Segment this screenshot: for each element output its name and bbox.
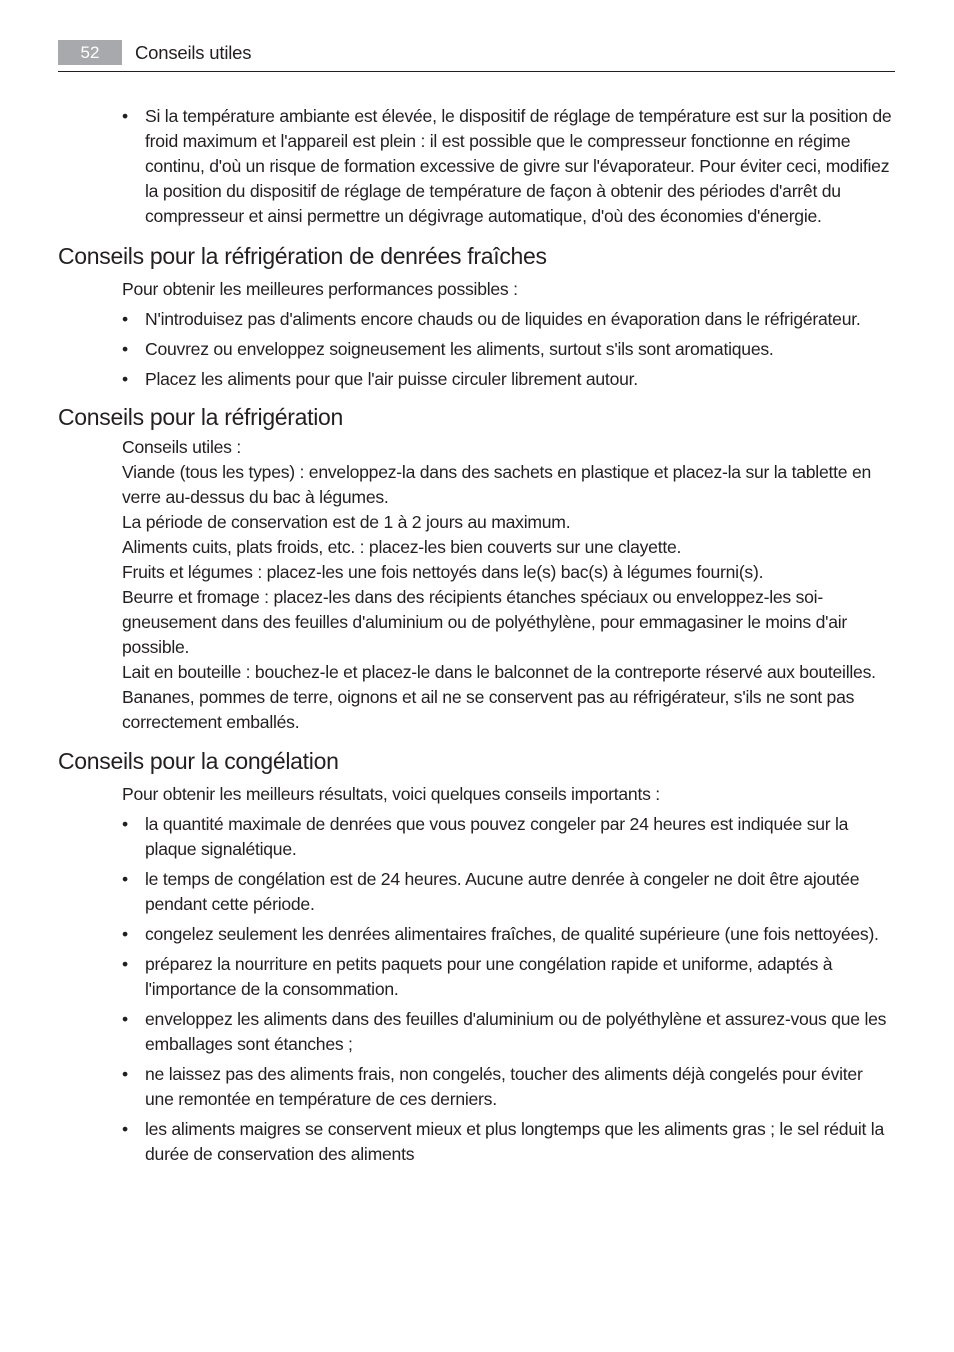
section-refrigeration-text	[58, 435, 895, 735]
text-line: Fruits et légumes : placez-les une fois nettoyés dans le(s) bac(s) à légumes fourni(s).	[122, 562, 764, 582]
text-line: Aliments cuits, plats froids, etc. : placez-les bien couverts sur une clayette.	[122, 537, 682, 557]
list-item: • ne laissez pas des aliments frais, non congelés, toucher des aliments déjà congelés pour éviter une remontée en température de ces derniers.	[122, 1062, 895, 1112]
text-line: Viande (tous les types) : enveloppez-la dans des sachets en plastique et placez-la sur la tablette en verre au-dessus du bac à légumes.	[122, 462, 872, 507]
section-title-refrigeration: Conseils pour la réfrigération	[58, 404, 344, 430]
section-title-fresh: Conseils pour la réfrigération de denrées fraîches	[58, 243, 547, 269]
page-header	[58, 40, 895, 72]
list-item: • congelez seulement les denrées alimentaires fraîches, de qualité supérieure (une fois nettoyées).	[122, 922, 895, 947]
text-line: La période de conservation est de 1 à 2 jours au maximum.	[122, 512, 571, 532]
list-item: • Si la température ambiante est élevée, le dispositif de réglage de température est sur la position de froid maximum et l'appareil est plein : il est possible que le compresseur fonctionne en régime continu, d'où un risque de formation excessive de givre sur l'évaporateur. Pour éviter ceci, modifiez la position du dispositif de réglage de température de façon à obtenir des périodes d'arrêt du compresseur et ainsi permettre un dégivrage automatique, d'où des économies d'énergie.	[122, 104, 895, 229]
page-content	[58, 104, 895, 1167]
list-item: • la quantité maximale de denrées que vous pouvez congeler par 24 heures est indiquée sur la plaque signalétique.	[122, 812, 895, 862]
text-line: Lait en bouteille : bouchez-le et placez-le dans le balconnet de la contreporte réservé aux bouteilles.	[122, 662, 876, 682]
section-freezing-intro: Pour obtenir les meilleurs résultats, voici quelques conseils importants :	[122, 784, 660, 804]
section-fresh-bullets	[122, 307, 895, 392]
section-fresh-intro: Pour obtenir les meilleures performances possibles :	[122, 279, 518, 299]
list-item: • les aliments maigres se conservent mieux et plus longtemps que les aliments gras ; le sel réduit la durée de conservation des aliments	[122, 1117, 895, 1167]
section-title-freezing: Conseils pour la congélation	[58, 748, 339, 774]
text-line: Beurre et fromage : placez-les dans des récipients étanches spéciaux ou enveloppez-les soigneusement dans des feuilles d'aluminium ou de polyéthylène, pour emmagasiner le moins d'air possible.	[122, 587, 848, 657]
list-item: • enveloppez les aliments dans des feuilles d'aluminium ou de polyéthylène et assurez-vous que les emballages sont étanches ;	[122, 1007, 895, 1057]
list-item: • le temps de congélation est de 24 heures. Aucune autre denrée à congeler ne doit être ajoutée pendant cette période.	[122, 867, 895, 917]
running-title: Conseils utiles	[135, 42, 252, 63]
list-item: • N'introduisez pas d'aliments encore chauds ou de liquides en évaporation dans le réfrigérateur.	[122, 307, 895, 332]
text-line: Conseils utiles :	[122, 437, 241, 457]
section-freezing-bullets	[122, 812, 895, 1167]
page-number: 52	[58, 40, 122, 65]
list-item: • Couvrez ou enveloppez soigneusement les aliments, surtout s'ils sont aromatiques.	[122, 337, 895, 362]
text-line: Bananes, pommes de terre, oignons et ail ne se conservent pas au réfrigérateur, s'ils ne sont pas correctement emballés.	[122, 687, 855, 732]
list-item: • Placez les aliments pour que l'air puisse circuler librement autour.	[122, 367, 895, 392]
intro-bullet-list	[122, 104, 895, 229]
list-item: • préparez la nourriture en petits paquets pour une congélation rapide et uniforme, adaptés à l'importance de la consommation.	[122, 952, 895, 1002]
